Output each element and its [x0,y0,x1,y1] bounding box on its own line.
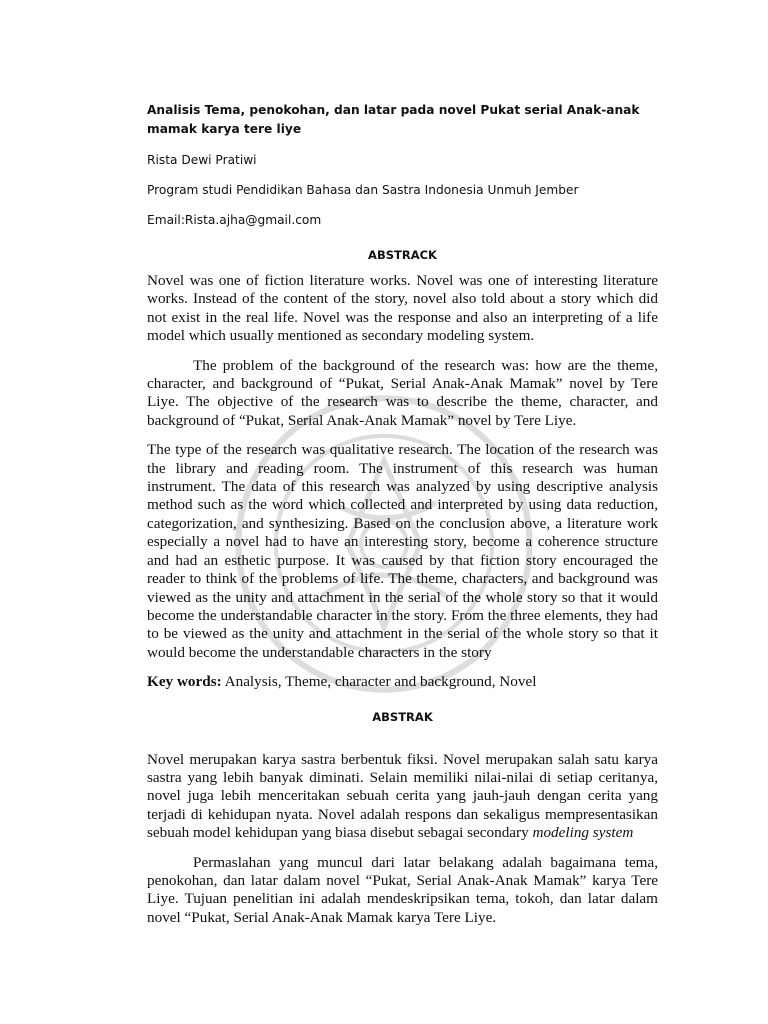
document-content [147,101,658,938]
keywords-line [147,673,658,691]
abstract-en-paragraph-3: The type of the research was qualitative research. The location of the research was the library and reading room. The instrument of this research was human instrument. The data of this research was analyzed by using descriptive analysis method such as the word which collected and interpreted by using data reduction, categorization, and synthesizing. Based on the conclusion above, a literature work especially a novel had to have an interesting story, become a coherence structure and had an esthetic purpose. It was caused by that fiction story encouraged the reader to think of the problems of life. The theme, characters, and background was viewed as the unity and attachment in the serial of the whole story so that it would become the understandable character in the story. From the three elements, they had to be viewed as the unity and attachment in the serial of the whole story so that it would become the understandable characters in the story [147,441,658,661]
email-address: Email:Rista.ajha@gmail.com [147,213,322,227]
keywords-text: Analysis, Theme, character and background, Novel [221,673,537,691]
abstract-id-heading: ABSTRAK [372,709,433,724]
keywords-label: Key words: [147,673,222,691]
abstract-id-paragraph-2: Permaslahan yang muncul dari latar belakang adalah bagaimana tema, penokohan, dan latar dalam novel “Pukat, Serial Anak-Anak Mamak” karya Tere Liye. Tujuan penelitian ini adalah mendeskripsikan tema, tokoh, dan latar dalam novel “Pukat, Serial Anak-Anak Mamak karya Tere Liye. [147,853,658,926]
abstract-en-heading: ABSTRACK [368,248,437,262]
abstract-id-paragraph-1 [147,751,658,843]
paper-title: Analisis Tema, penokohan, dan latar pada novel Pukat serial Anak-anak mamak karya tere liye [147,103,640,136]
abstract-en-paragraph-2: The problem of the background of the research was: how are the theme, character, and background of “Pukat, Serial Anak-Anak Mamak” novel by Tere Liye. The objective of the research was to describe the theme, character, and background of “Pukat, Serial Anak-Anak Mamak” novel by Tere Liye. [147,356,658,429]
author-name: Rista Dewi Pratiwi [147,153,257,167]
abstract-id-paragraph-1-italic: modeling system [532,824,634,842]
abstract-id-paragraph-1-text: Novel merupakan karya sastra berbentuk fiksi. Novel merupakan salah satu karya sastra yang lebih banyak diminati. Selain memiliki nilai-nilai di setiap ceritanya, novel juga lebih menceritakan sebuah cerita yang jauh-jauh dengan cerita yang terjadi di kehidupan nyata. Novel adalah respons dan sekaligus mempresentasikan sebuah model kehidupan yang biasa disebut sebagai secondary [147,750,658,842]
abstract-en-paragraph-1: Novel was one of fiction literature works. Novel was one of interesting literature works. Instead of the content of the story, novel also told about a story which did not exist in the real life. Novel was the response and also an interpreting of a life model which usually mentioned as secondary modeling system. [147,272,658,345]
affiliation: Program studi Pendidikan Bahasa dan Sastra Indonesia Unmuh Jember [147,183,579,197]
